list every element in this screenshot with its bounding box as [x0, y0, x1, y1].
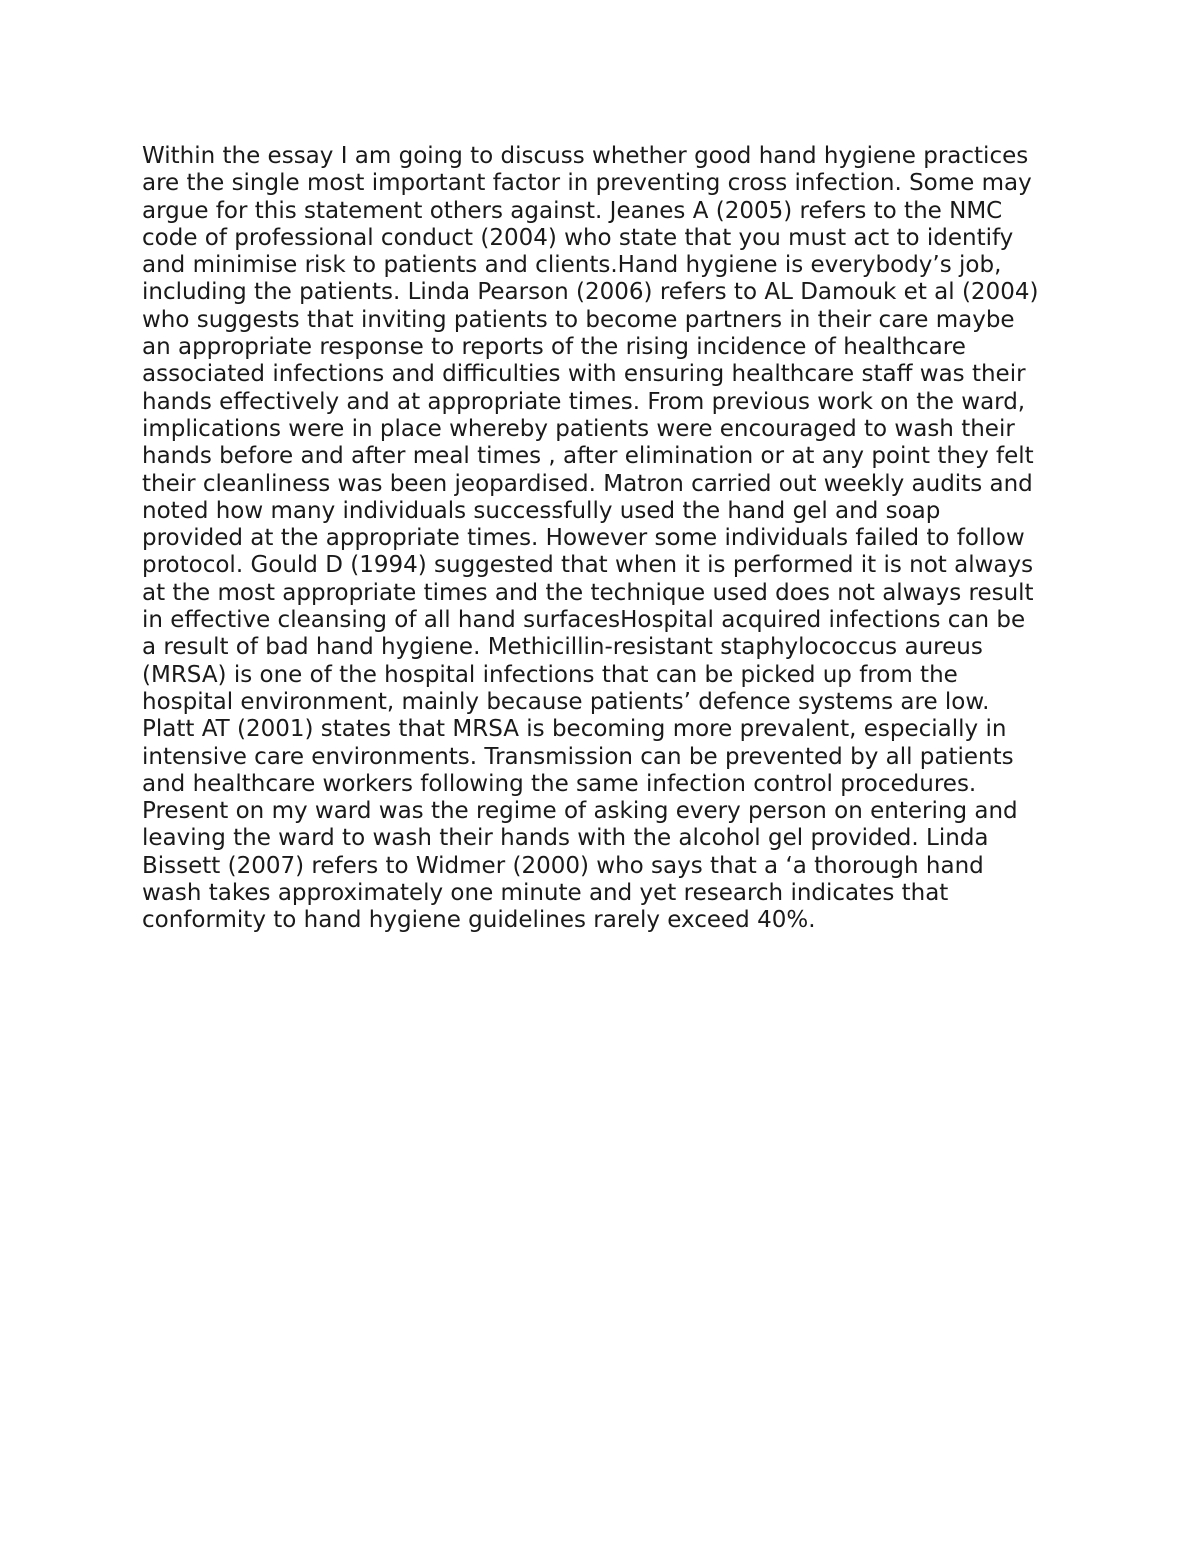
paragraph-line: Present on my ward was the regime of asking every person on entering and	[142, 798, 1018, 825]
paragraph-line: a result of bad hand hygiene. Methicillin-resistant staphylococcus aureus	[142, 634, 983, 661]
paragraph-line: code of professional conduct (2004) who state that you must act to identify	[142, 224, 1014, 251]
paragraph-line: in effective cleansing of all hand surfacesHospital acquired infections can be	[142, 607, 1026, 634]
paragraph-line: hands before and after meal times , after elimination or at any point they felt	[142, 443, 1034, 470]
paragraph-line: intensive care environments. Transmission can be prevented by all patients	[142, 743, 1014, 770]
paragraph-line: Platt AT (2001) states that MRSA is becoming more prevalent, especially in	[142, 716, 1007, 743]
paragraph-line: (MRSA) is one of the hospital infections that can be picked up from the	[142, 661, 958, 688]
paragraph-line: noted how many individuals successfully used the hand gel and soap	[142, 497, 941, 524]
paragraph-line: at the most appropriate times and the technique used does not always result	[142, 579, 1034, 606]
paragraph-line: provided at the appropriate times. However some individuals failed to follow	[142, 525, 1025, 552]
paragraph-line: associated infections and difficulties with ensuring healthcare staff was their	[142, 361, 1026, 388]
paragraph-line: protocol. Gould D (1994) suggested that when it is performed it is not always	[142, 552, 1034, 579]
paragraph-line: hands effectively and at appropriate times. From previous work on the ward,	[142, 388, 1026, 415]
paragraph-line: argue for this statement others against. Jeanes A (2005) refers to the NMC	[142, 197, 1003, 224]
paragraph-line: are the single most important factor in preventing cross infection. Some may	[142, 170, 1032, 197]
paragraph-line: wash takes approximately one minute and yet research indicates that	[142, 880, 949, 907]
paragraph-line: who suggests that inviting patients to become partners in their care maybe	[142, 306, 1015, 333]
essay-paragraph	[142, 143, 1072, 935]
paragraph-line: and healthcare workers following the same infection control procedures.	[142, 770, 977, 797]
paragraph-line: including the patients. Linda Pearson (2006) refers to AL Damouk et al (2004)	[142, 279, 1039, 306]
paragraph-line: leaving the ward to wash their hands with the alcohol gel provided. Linda	[142, 825, 989, 852]
paragraph-line: Within the essay I am going to discuss whether good hand hygiene practices	[142, 143, 1029, 169]
paragraph-line: and minimise risk to patients and clients.Hand hygiene is everybody’s job,	[142, 252, 1002, 279]
paragraph-line: implications were in place whereby patients were encouraged to wash their	[142, 415, 1015, 442]
paragraph-line: their cleanliness was been jeopardised. Matron carried out weekly audits and	[142, 470, 1033, 497]
paragraph-line: hospital environment, mainly because patients’ defence systems are low.	[142, 688, 990, 715]
paragraph-line: an appropriate response to reports of the rising incidence of healthcare	[142, 334, 966, 361]
paragraph-line: Bissett (2007) refers to Widmer (2000) who says that a ‘a thorough hand	[142, 852, 984, 879]
paragraph-line: conformity to hand hygiene guidelines rarely exceed 40%.	[142, 907, 816, 934]
